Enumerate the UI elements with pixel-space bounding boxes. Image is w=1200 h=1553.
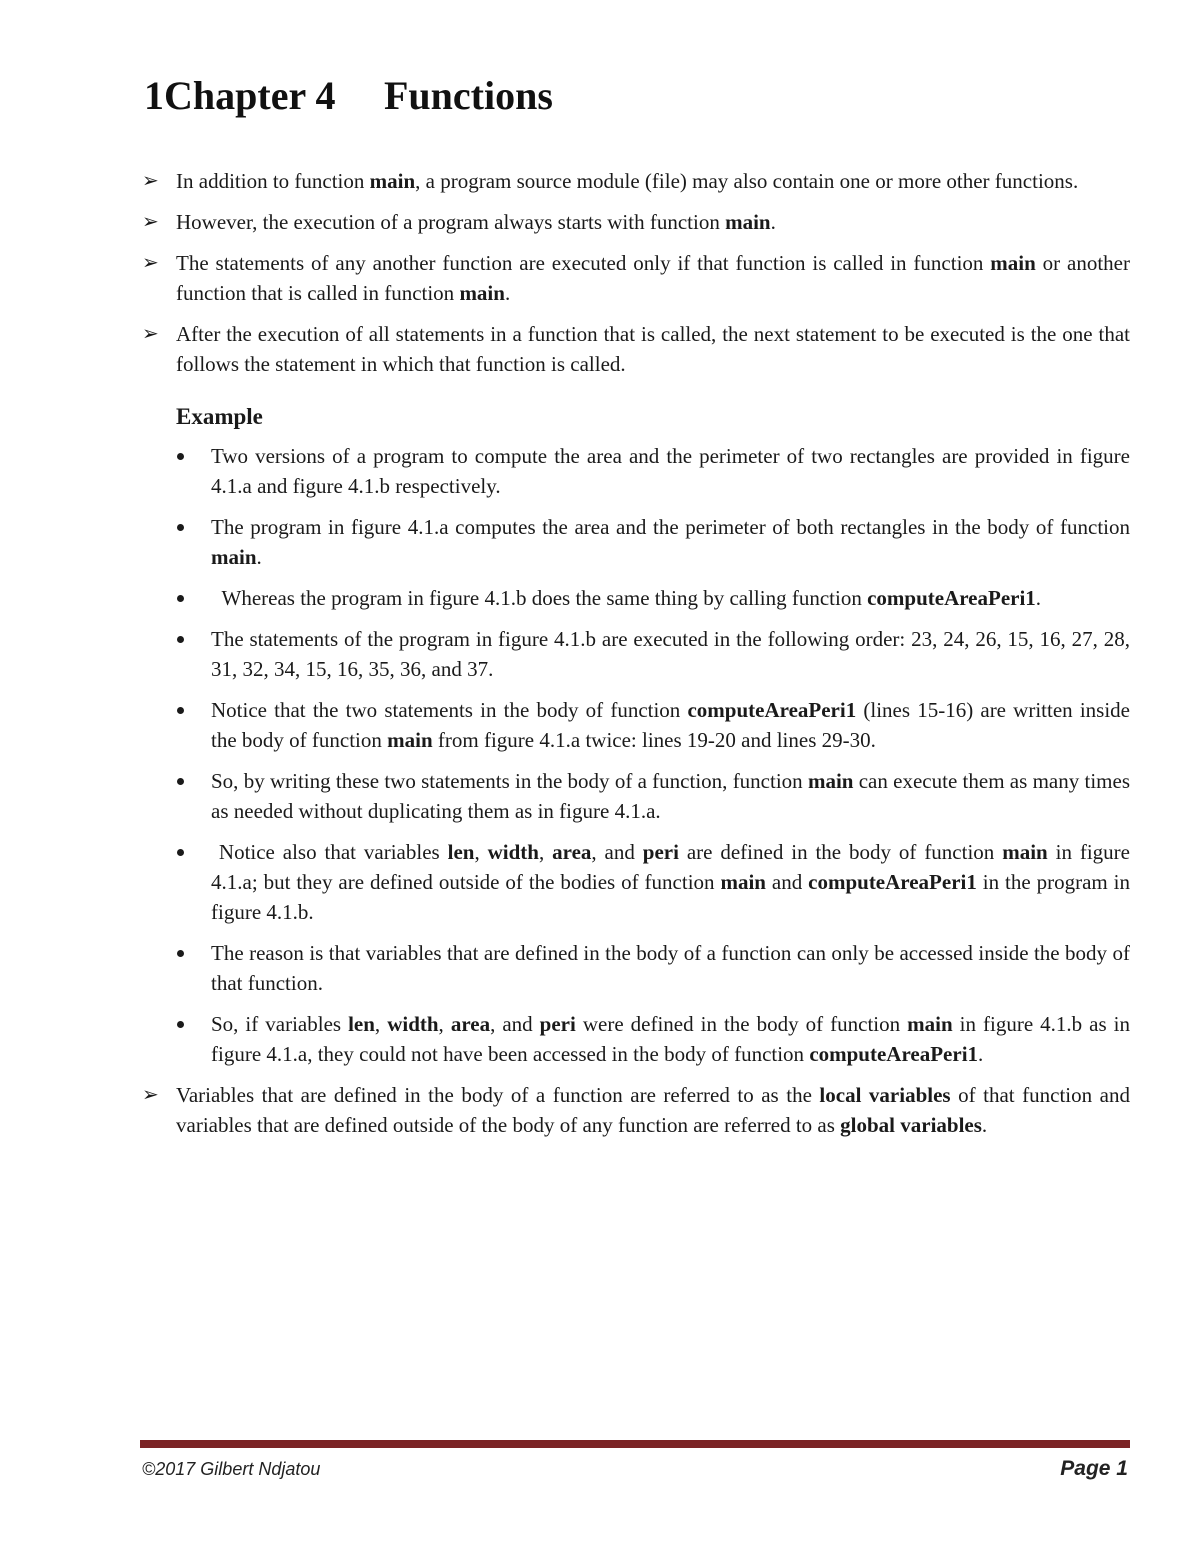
- arrow-bullet-icon: ➢: [142, 252, 159, 274]
- text-run: The statements of the program in figure 4.1.b are executed in the following order: 23, 24, 26, 15, 16, 27, 28, 31, 32, 34, 15, 16, 35, 36, and 37.: [211, 627, 1130, 681]
- text-run: .: [1035, 586, 1042, 610]
- footer-page-number: Page 1: [1060, 1457, 1128, 1480]
- text-run: So, by writing these two statements in the body of a function, function: [211, 769, 808, 793]
- bold-term: main: [720, 870, 766, 894]
- text-run: Variables that are defined in the body of a function are referred to as the: [176, 1083, 820, 1107]
- bold-term: peri: [539, 1012, 576, 1036]
- bullet-list-item: [140, 624, 1130, 684]
- text-run: So, if variables: [211, 1012, 349, 1036]
- text-run: can execute them as many times as needed without duplicating them as in figure 4.1.a.: [211, 769, 1130, 823]
- bullet-list-item: [140, 512, 1130, 572]
- bold-term: main: [387, 728, 433, 752]
- text-run: However, the execution of a program always starts with function: [176, 210, 726, 234]
- arrow-bullet-icon: ➢: [142, 211, 159, 233]
- text-run: in figure 4.1.a; but they are defined outside of the bodies of function: [211, 840, 1130, 894]
- bold-term: peri: [642, 840, 679, 864]
- bullet-list-item: [140, 695, 1130, 755]
- intro-list: [140, 166, 1130, 379]
- arrow-bullet-icon: ➢: [142, 1084, 159, 1106]
- text-run: ,: [538, 840, 553, 864]
- list-item-text: [211, 698, 1130, 752]
- list-item-text: [211, 515, 1130, 569]
- text-run: were defined in the body of function: [575, 1012, 908, 1036]
- list-item-text: [176, 322, 1130, 376]
- text-run: Notice also that variables: [211, 840, 448, 864]
- text-run: or another function that is called in function: [176, 251, 1130, 305]
- bold-term: computeAreaPeri1: [687, 698, 857, 722]
- arrow-bullet-icon: ➢: [142, 170, 159, 192]
- bold-term: main: [990, 251, 1036, 275]
- text-run: from figure 4.1.a twice: lines 19-20 and lines 29-30.: [432, 728, 876, 752]
- bold-term: len: [447, 840, 475, 864]
- list-item-text: [211, 840, 1130, 924]
- text-run: .: [256, 545, 262, 569]
- arrow-list-item: [140, 207, 1130, 237]
- bold-term: area: [450, 1012, 491, 1036]
- list-item-text: [176, 1083, 1130, 1137]
- bold-term: width: [387, 1012, 439, 1036]
- footer-copyright: ©2017 Gilbert Ndjatou: [142, 1459, 321, 1479]
- dot-bullet-icon: [177, 636, 184, 643]
- text-run: , and: [591, 840, 643, 864]
- arrow-list-item: [140, 166, 1130, 196]
- text-run: .: [978, 1042, 984, 1066]
- text-run: are defined in the body of function: [678, 840, 1003, 864]
- bold-term: global variables: [840, 1113, 982, 1137]
- text-run: of that function and variables that are defined outside of the body of any function are referred to as: [176, 1083, 1130, 1137]
- footer-rule: [140, 1440, 1130, 1448]
- list-item-text: [211, 627, 1130, 681]
- bold-term: area: [552, 840, 592, 864]
- text-run: .: [504, 281, 511, 305]
- text-run: in figure 4.1.b as in figure 4.1.a, they could not have been accessed in the body of function: [211, 1012, 1130, 1066]
- list-item-text: [211, 1012, 1130, 1066]
- text-run: Notice that the two statements in the body of function: [211, 698, 688, 722]
- bold-term: width: [487, 840, 539, 864]
- text-run: , and: [490, 1012, 540, 1036]
- example-heading: Example: [176, 404, 263, 429]
- dot-bullet-icon: [177, 849, 184, 856]
- list-item-text: [211, 444, 1130, 498]
- text-run: .: [770, 210, 776, 234]
- text-run: and: [765, 870, 809, 894]
- text-run: in the program in figure 4.1.b.: [211, 870, 1130, 924]
- arrow-list-item: [140, 1080, 1130, 1140]
- list-item-text: [211, 769, 1130, 823]
- dot-bullet-icon: [177, 524, 184, 531]
- arrow-list-item: [140, 248, 1130, 308]
- text-run: (lines 15-16) are written inside the body of function: [211, 698, 1130, 752]
- text-run: ,: [474, 840, 488, 864]
- text-run: After the execution of all statements in a function that is called, the next statement to be executed is the one that follows the statement in which that function is called.: [176, 322, 1130, 376]
- text-run: , a program source module (file) may also contain one or more other functions.: [415, 169, 1079, 193]
- text-run: In addition to function: [176, 169, 370, 193]
- bullet-list-item: [140, 837, 1130, 927]
- dot-bullet-icon: [177, 595, 184, 602]
- bullet-list-item: [140, 938, 1130, 998]
- bullet-list-item: [140, 583, 1130, 613]
- dot-bullet-icon: [177, 950, 184, 957]
- bold-term: local variables: [819, 1083, 951, 1107]
- dot-bullet-icon: [177, 778, 184, 785]
- bold-term: main: [907, 1012, 953, 1036]
- bold-term: computeAreaPeri1: [808, 870, 977, 894]
- bold-term: main: [459, 281, 505, 305]
- bold-term: computeAreaPeri1: [867, 586, 1036, 610]
- text-run: The reason is that variables that are defined in the body of a function can only be accessed inside the body of that function.: [211, 941, 1130, 995]
- list-item-text: [176, 169, 1078, 193]
- text-run: .: [981, 1113, 988, 1137]
- text-run: ,: [374, 1012, 388, 1036]
- text-run: The program in figure 4.1.a computes the area and the perimeter of both rectangles in the body of function: [211, 515, 1130, 539]
- list-item-text: [176, 251, 1130, 305]
- list-item-text: [211, 941, 1130, 995]
- bold-term: computeAreaPeri1: [809, 1042, 979, 1066]
- arrow-bullet-icon: ➢: [142, 323, 159, 345]
- dot-bullet-icon: [177, 453, 184, 460]
- bold-term: main: [1002, 840, 1048, 864]
- bold-term: main: [369, 169, 416, 193]
- bold-term: main: [807, 769, 854, 793]
- bullet-list-item: [140, 441, 1130, 501]
- bold-term: main: [725, 210, 771, 234]
- bold-term: len: [348, 1012, 375, 1036]
- bullet-list-item: [140, 766, 1130, 826]
- list-item-text: [176, 210, 776, 234]
- dot-bullet-icon: [177, 1021, 184, 1028]
- example-list: [140, 441, 1130, 1069]
- text-run: The statements of any another function are executed only if that function is called in function: [176, 251, 991, 275]
- arrow-list-item: [140, 319, 1130, 379]
- text-run: ,: [438, 1012, 451, 1036]
- chapter-title: 1Chapter 4 Functions: [144, 73, 553, 118]
- text-run: Whereas the program in figure 4.1.b does the same thing by calling function: [211, 586, 868, 610]
- dot-bullet-icon: [177, 707, 184, 714]
- closing-list: [140, 1080, 1130, 1140]
- bullet-list-item: [140, 1009, 1130, 1069]
- text-run: Two versions of a program to compute the area and the perimeter of two rectangles are provided in figure 4.1.a and figure 4.1.b respectively.: [211, 444, 1130, 498]
- list-item-text: [211, 586, 1041, 610]
- document-body: [140, 166, 1130, 1151]
- bold-term: main: [211, 545, 257, 569]
